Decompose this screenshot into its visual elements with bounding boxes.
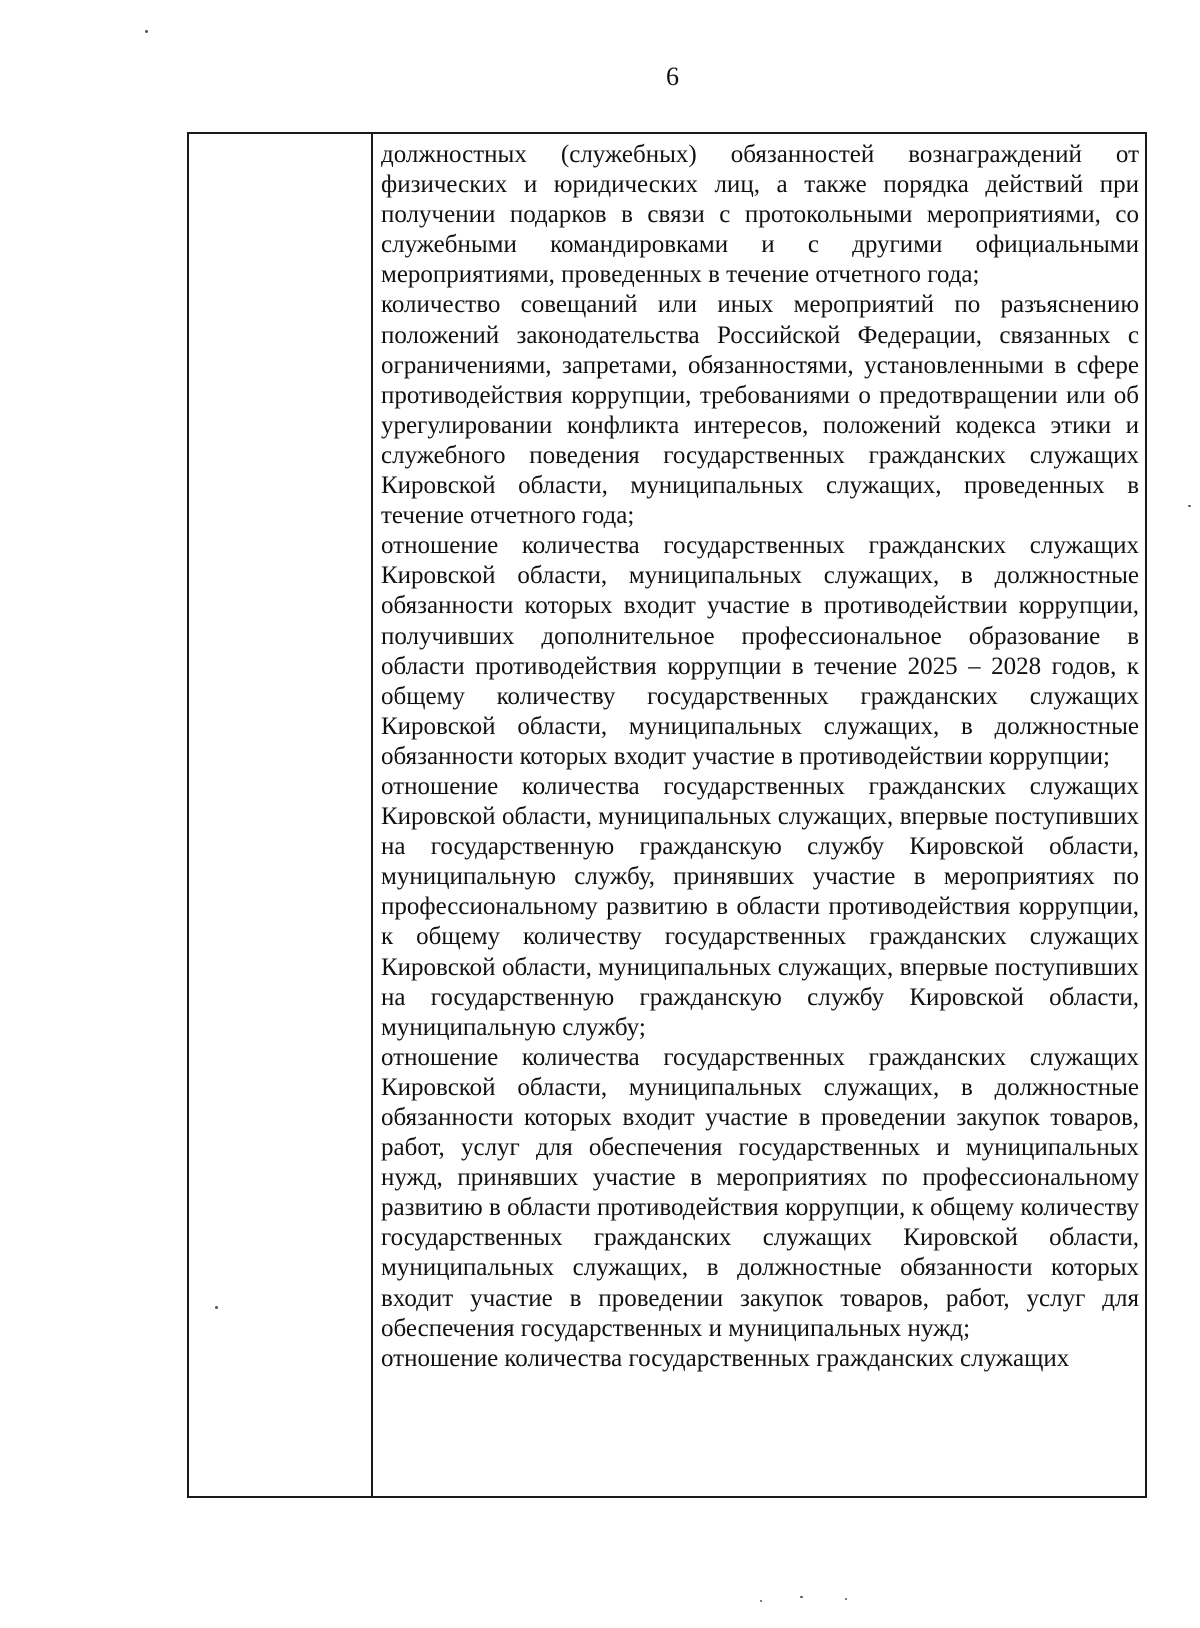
scan-speck [845,1598,847,1600]
table-left-column [189,134,373,1496]
page-number: 6 [666,62,679,91]
table-paragraph: отношение количества государственных гражданских служащих Кировской области, муниципальных служащих, в должностные обязанности которых входит участие в противодействии коррупции, получивших дополнительное профессиональное образование в области противодействия коррупции в течение 2025 – 2028 годов, к общему количеству государственных гражданских служащих Кировской области, муниципальных служащих, в должностные обязанности которых входит участие в противодействии коррупции; [381,532,1139,770]
scan-speck [1188,505,1191,507]
scan-speck [760,1600,762,1602]
table-paragraph: отношение количества государственных гражданских служащих [381,1344,1070,1372]
document-table [187,132,1147,1498]
scan-speck [800,1596,803,1598]
table-paragraph: количество совещаний или иных мероприятий по разъяснению положений законодательства Российской Федерации, связанных с ограничениями, запретами, обязанностями, установленными в сфере противодействия коррупции, требованиями о предотвращении или об урегулировании конфликта интересов, положений кодекса этики и служебного поведения государственных гражданских служащих Кировской области, муниципальных служащих, проведенных в течение отчетного года; [381,291,1139,530]
table-paragraph: отношение количества государственных гражданских служащих Кировской области, муниципальных служащих, в должностные обязанности которых входит участие в проведении закупок товаров, работ, услуг для обеспечения государственных и муниципальных нужд, принявших участие в мероприятиях по профессиональному развитию в области противодействия коррупции, к общему количеству государственных гражданских служащих Кировской области, муниципальных служащих, в должностные обязанности которых входит участие в проведении закупок товаров, работ, услуг для обеспечения государственных и муниципальных нужд; [381,1043,1139,1342]
table-paragraph: должностных (служебных) обязанностей вознаграждений от физических и юридических лиц, а также порядка действий при получении подарков в связи с протокольными мероприятиями, со служебными командировками и с другими официальными мероприятиями, проведенных в течение отчетного года; [381,141,1139,289]
table-paragraph: отношение количества государственных гражданских служащих Кировской области, муниципальных служащих, впервые поступивших на государственную гражданскую службу Кировской области, муниципальную службу, принявших участие в мероприятиях по профессиональному развитию в области противодействия коррупции, к общему количеству государственных гражданских служащих Кировской области, муниципальных служащих, впервые поступивших на государственную гражданскую службу Кировской области, муниципальную службу; [381,772,1139,1041]
scan-speck [145,30,148,33]
table-right-column [373,134,1145,1496]
scan-speck [215,1306,218,1309]
